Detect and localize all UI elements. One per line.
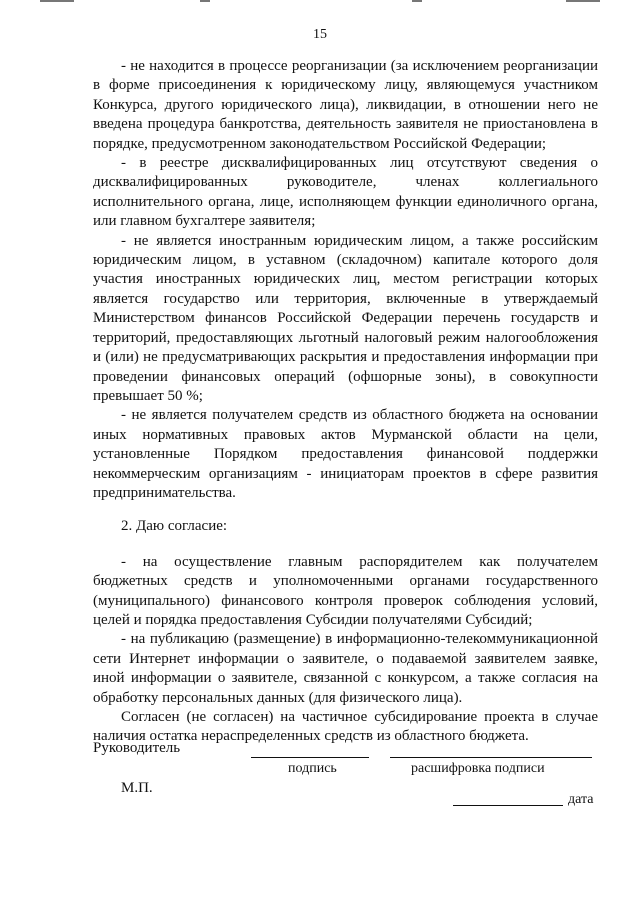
signature-block	[93, 740, 603, 840]
date-line	[453, 805, 563, 806]
stamp-placeholder: М.П.	[121, 780, 153, 796]
paragraph-consent-publication: - на публикацию (размещение) в информационно-телекоммуникационной сети Интернет информации о заявителе, о подаваемой заявителем заявке, иной информации о заявителе, связанной с конкурсом, а также согласия на обработку персональных данных (для физического лица).	[93, 631, 598, 706]
paragraph-not-foreign-entity: - не является иностранным юридическим лицом, а также российским юридическим лицом, в уставном (складочном) капитале которого доля участия иностранных юридических лиц, местом регистрации которых является государство или территория, включенные в утверждаемый Министерством финансов Российской Федерации перечень государств и территорий, предоставляющих льготный налоговый режим налогообложения и (или) не предусматривающих раскрытия и предоставления информации при проведении финансовых операций (офшорные зоны), в совокупности превышает 50 %;	[93, 232, 598, 404]
signature-decoding-line	[390, 757, 592, 758]
paragraph-not-in-reorganization: - не находится в процессе реорганизации (за исключением реорганизации в форме присоединения к юридическому лицу, являющемуся участником Конкурса, другого юридического лица), ликвидации, в отношении него не введена процедура банкротства, деятельность заявителя не приостановлена в порядке, предусмотренном законодательством Российской Федерации;	[93, 58, 598, 152]
signature-caption: подпись	[288, 761, 337, 776]
signer-role: Руководитель	[93, 740, 181, 756]
paragraph-consent-inspections: - на осуществление главным распорядителем как получателем бюджетных средств и уполномоченными органами государственного (муниципального) финансового контроля проверок соблюдения условий, целей и порядка предоставления Субсидии получателями Субсидий;	[93, 553, 598, 628]
scan-edge-marks	[0, 0, 640, 4]
paragraph-not-budget-recipient: - не является получателем средств из областного бюджета на основании иных нормативных правовых актов Мурманской области на цели, установленные Порядком предоставления финансовой поддержки некоммерческим организациям - инициаторам проектов в сфере развития предпринимательства.	[93, 407, 598, 501]
page-number: 15	[313, 27, 327, 42]
paragraph-partial-subsidy: Согласен (не согласен) на частичное субсидирование проекта в случае наличия остатка нераспределенных средств из областного бюджета.	[93, 709, 598, 745]
date-label: дата	[568, 792, 594, 807]
paragraph-consent-heading: 2. Даю согласие:	[121, 518, 228, 535]
paragraph-disqualified-registry: - в реестре дисквалифицированных лиц отсутствуют сведения о дисквалифицированных руководителе, членах коллегиального исполнительного органа, лице, исполняющем функции единоличного органа, или главном бухгалтере заявителя;	[93, 155, 598, 230]
signature-line	[251, 757, 369, 758]
document-body	[93, 57, 598, 747]
signature-decoding-caption: расшифровка подписи	[411, 761, 545, 776]
